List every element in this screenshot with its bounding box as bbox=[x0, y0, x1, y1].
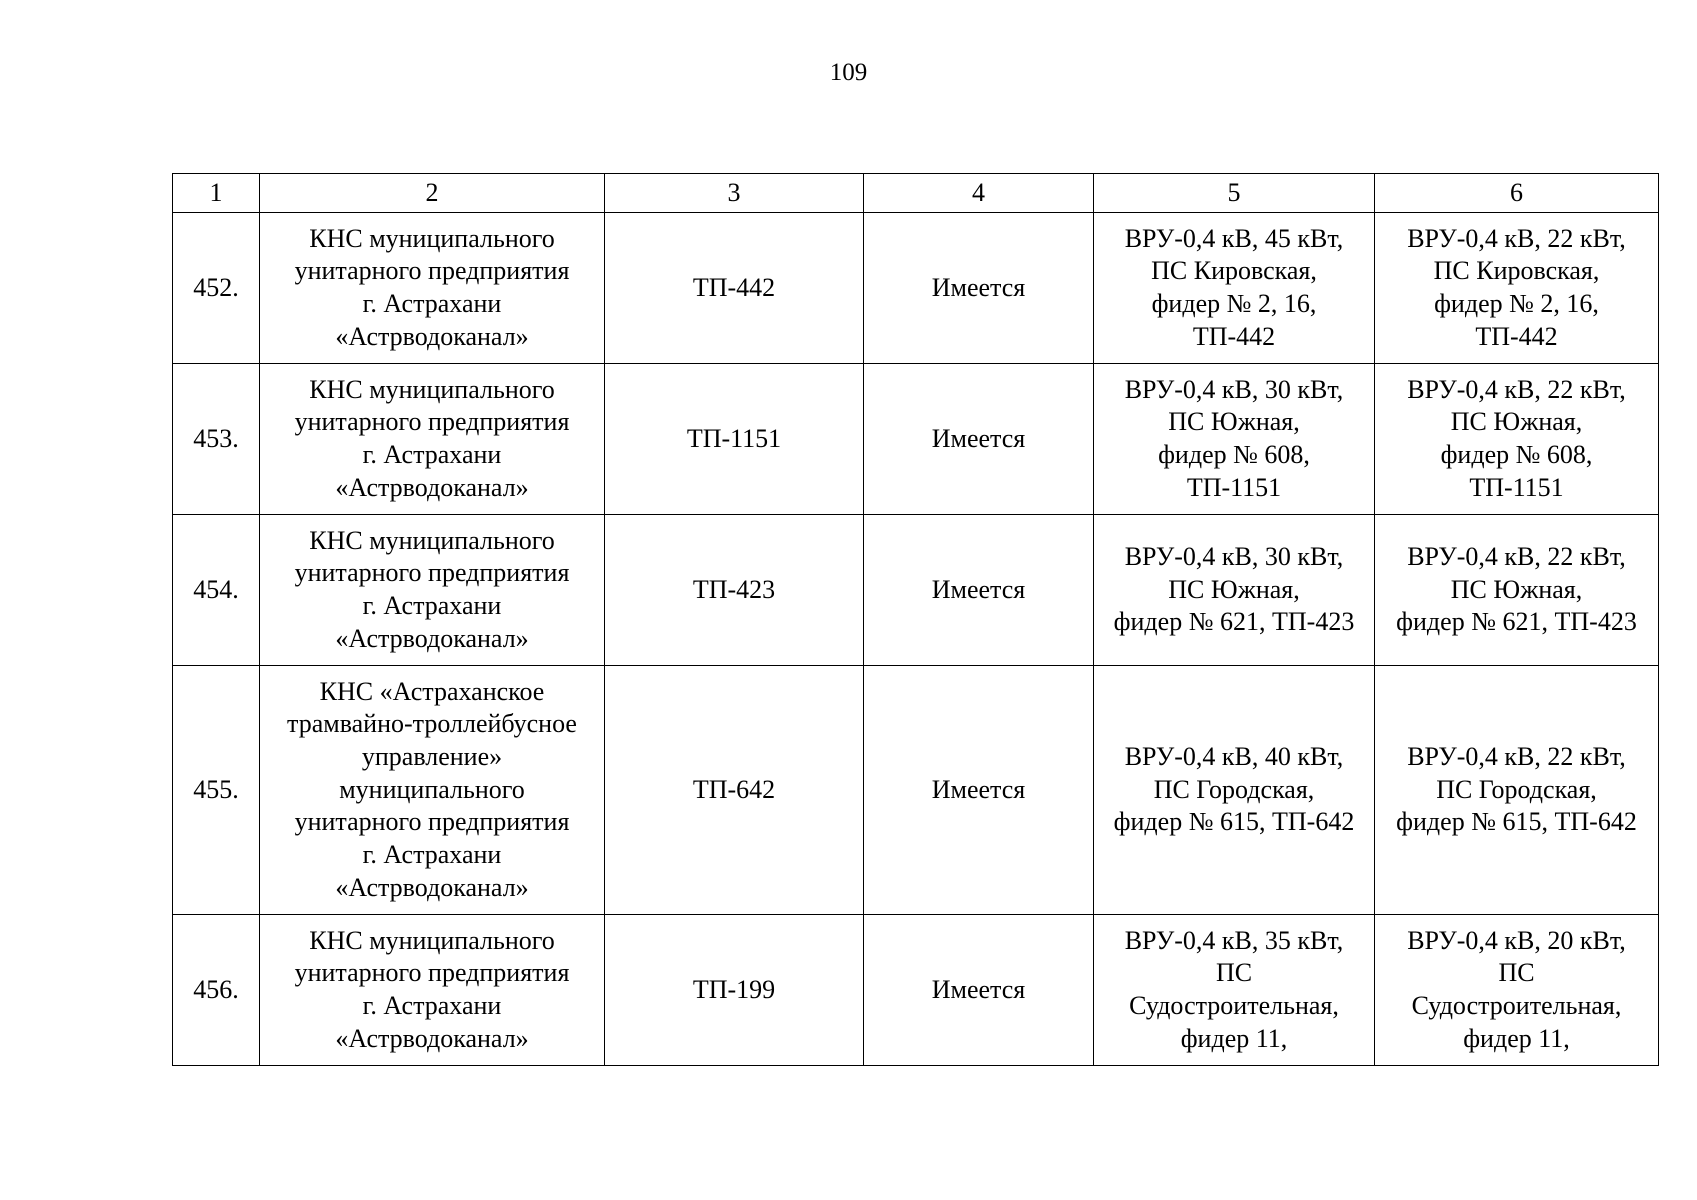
object-name-line: «Астрводоканал» bbox=[335, 472, 529, 502]
object-name-line: КНС муниципального bbox=[309, 925, 555, 955]
power-source-line: ВРУ-0,4 кВ, 40 кВт, bbox=[1124, 741, 1344, 771]
object-name-line: КНС муниципального bbox=[309, 374, 555, 404]
power-source-line: фидер 11, bbox=[1463, 1023, 1570, 1053]
power-source-line: фидер № 608, bbox=[1158, 440, 1310, 469]
object-name-line: управление» bbox=[361, 741, 503, 771]
header-cell: 3 bbox=[605, 174, 864, 213]
header-cell: 6 bbox=[1375, 174, 1659, 213]
power-source-line: фидер 11, bbox=[1180, 1023, 1288, 1053]
header-row bbox=[173, 174, 1659, 213]
object-name-line: унитарного предприятия bbox=[294, 256, 570, 286]
power-source-line: фидер № 615, ТП-642 bbox=[1396, 807, 1637, 837]
power-source-cell bbox=[1094, 213, 1375, 364]
power-source-line: ПС Городская, bbox=[1436, 774, 1597, 804]
power-source-line: ПС Кировская, bbox=[1433, 256, 1600, 286]
power-source-cell bbox=[1375, 915, 1659, 1066]
row-number: 452. bbox=[173, 213, 260, 364]
object-name-line: г. Астрахани bbox=[362, 591, 502, 620]
object-name-line: г. Астрахани bbox=[362, 840, 502, 870]
header-cell: 5 bbox=[1094, 174, 1375, 213]
object-name-line: КНС муниципального bbox=[309, 525, 555, 555]
power-source-line: фидер № 608, bbox=[1440, 440, 1593, 469]
transformer-cell: ТП-442 bbox=[605, 213, 864, 364]
power-source-line: ВРУ-0,4 кВ, 20 кВт, bbox=[1407, 925, 1626, 955]
status-cell: Имеется bbox=[864, 364, 1094, 515]
row-number: 454. bbox=[173, 515, 260, 666]
status-cell: Имеется bbox=[864, 666, 1094, 915]
power-source-line: ТП-1151 bbox=[1469, 472, 1564, 502]
power-source-line: ВРУ-0,4 кВ, 22 кВт, bbox=[1407, 223, 1626, 253]
object-name-cell bbox=[260, 213, 605, 364]
power-source-line: ТП-442 bbox=[1475, 321, 1558, 351]
power-source-line: ТП-442 bbox=[1192, 321, 1276, 351]
object-name-line: унитарного предприятия bbox=[294, 807, 570, 837]
object-name-line: г. Астрахани bbox=[362, 440, 502, 469]
object-name-line: трамвайно-троллейбусное bbox=[287, 709, 577, 739]
power-source-cell bbox=[1094, 915, 1375, 1066]
power-source-line: ВРУ-0,4 кВ, 22 кВт, bbox=[1407, 741, 1626, 771]
table-row bbox=[173, 666, 1659, 915]
object-name-cell bbox=[260, 915, 605, 1066]
data-table bbox=[172, 173, 1659, 1066]
power-source-line: Судостроительная, bbox=[1411, 991, 1622, 1020]
status-cell: Имеется bbox=[864, 915, 1094, 1066]
power-source-line: фидер № 2, 16, bbox=[1434, 289, 1599, 318]
object-name-line: унитарного предприятия bbox=[294, 407, 570, 437]
power-source-line: ВРУ-0,4 кВ, 35 кВт, bbox=[1124, 925, 1344, 955]
power-source-line: ПС Южная, bbox=[1450, 574, 1583, 604]
object-name-line: КНС «Астраханское bbox=[319, 676, 545, 706]
object-name-line: «Астрводоканал» bbox=[335, 872, 529, 902]
transformer-cell: ТП-1151 bbox=[605, 364, 864, 515]
table-row bbox=[173, 213, 1659, 364]
transformer-cell: ТП-199 bbox=[605, 915, 864, 1066]
power-source-line: ВРУ-0,4 кВ, 45 кВт, bbox=[1124, 223, 1344, 253]
transformer-cell: ТП-642 bbox=[605, 666, 864, 915]
power-source-line: фидер № 621, ТП-423 bbox=[1396, 607, 1637, 637]
object-name-line: унитарного предприятия bbox=[294, 958, 570, 988]
object-name-line: унитарного предприятия bbox=[294, 558, 570, 588]
header-cell: 1 bbox=[173, 174, 260, 213]
status-cell: Имеется bbox=[864, 515, 1094, 666]
object-name-cell bbox=[260, 666, 605, 915]
power-source-line: ПС Южная, bbox=[1168, 407, 1300, 437]
power-source-cell bbox=[1375, 213, 1659, 364]
power-source-cell bbox=[1375, 515, 1659, 666]
status-cell: Имеется bbox=[864, 213, 1094, 364]
row-number: 455. bbox=[173, 666, 260, 915]
power-source-line: ПС Кировская, bbox=[1151, 256, 1317, 286]
table-row bbox=[173, 364, 1659, 515]
power-source-line: ПС Южная, bbox=[1168, 574, 1300, 604]
power-source-cell bbox=[1094, 515, 1375, 666]
row-number: 453. bbox=[173, 364, 260, 515]
table-row bbox=[173, 515, 1659, 666]
object-name-line: «Астрводоканал» bbox=[335, 623, 529, 653]
object-name-line: г. Астрахани bbox=[362, 991, 502, 1020]
power-source-line: ПС Южная, bbox=[1450, 407, 1583, 437]
power-source-line: ВРУ-0,4 кВ, 30 кВт, bbox=[1124, 374, 1344, 404]
object-name-line: КНС муниципального bbox=[309, 223, 555, 253]
power-source-line: ВРУ-0,4 кВ, 22 кВт, bbox=[1407, 541, 1626, 571]
transformer-cell: ТП-423 bbox=[605, 515, 864, 666]
header-cell: 2 bbox=[260, 174, 605, 213]
power-source-line: ПС Городская, bbox=[1153, 774, 1315, 804]
object-name-cell bbox=[260, 364, 605, 515]
object-name-line: «Астрводоканал» bbox=[335, 321, 529, 351]
power-source-line: ТП-1151 bbox=[1186, 472, 1282, 502]
object-name-line: муниципального bbox=[339, 774, 525, 804]
power-source-line: фидер № 621, ТП-423 bbox=[1113, 607, 1355, 637]
power-source-line: ВРУ-0,4 кВ, 30 кВт, bbox=[1124, 541, 1344, 571]
power-source-line: ПС bbox=[1498, 958, 1535, 988]
object-name-cell bbox=[260, 515, 605, 666]
page-number: 109 bbox=[829, 59, 868, 86]
power-source-line: ПС bbox=[1215, 958, 1253, 988]
power-source-cell bbox=[1094, 666, 1375, 915]
power-source-cell bbox=[1094, 364, 1375, 515]
power-source-cell bbox=[1375, 666, 1659, 915]
power-source-line: ВРУ-0,4 кВ, 22 кВт, bbox=[1407, 374, 1626, 404]
header-cell: 4 bbox=[864, 174, 1094, 213]
object-name-line: г. Астрахани bbox=[362, 289, 502, 318]
power-source-line: фидер № 2, 16, bbox=[1151, 289, 1317, 318]
object-name-line: «Астрводоканал» bbox=[335, 1023, 529, 1053]
power-source-line: Судостроительная, bbox=[1129, 991, 1339, 1020]
row-number: 456. bbox=[173, 915, 260, 1066]
power-source-line: фидер № 615, ТП-642 bbox=[1113, 807, 1355, 837]
power-source-cell bbox=[1375, 364, 1659, 515]
table-row bbox=[173, 915, 1659, 1066]
